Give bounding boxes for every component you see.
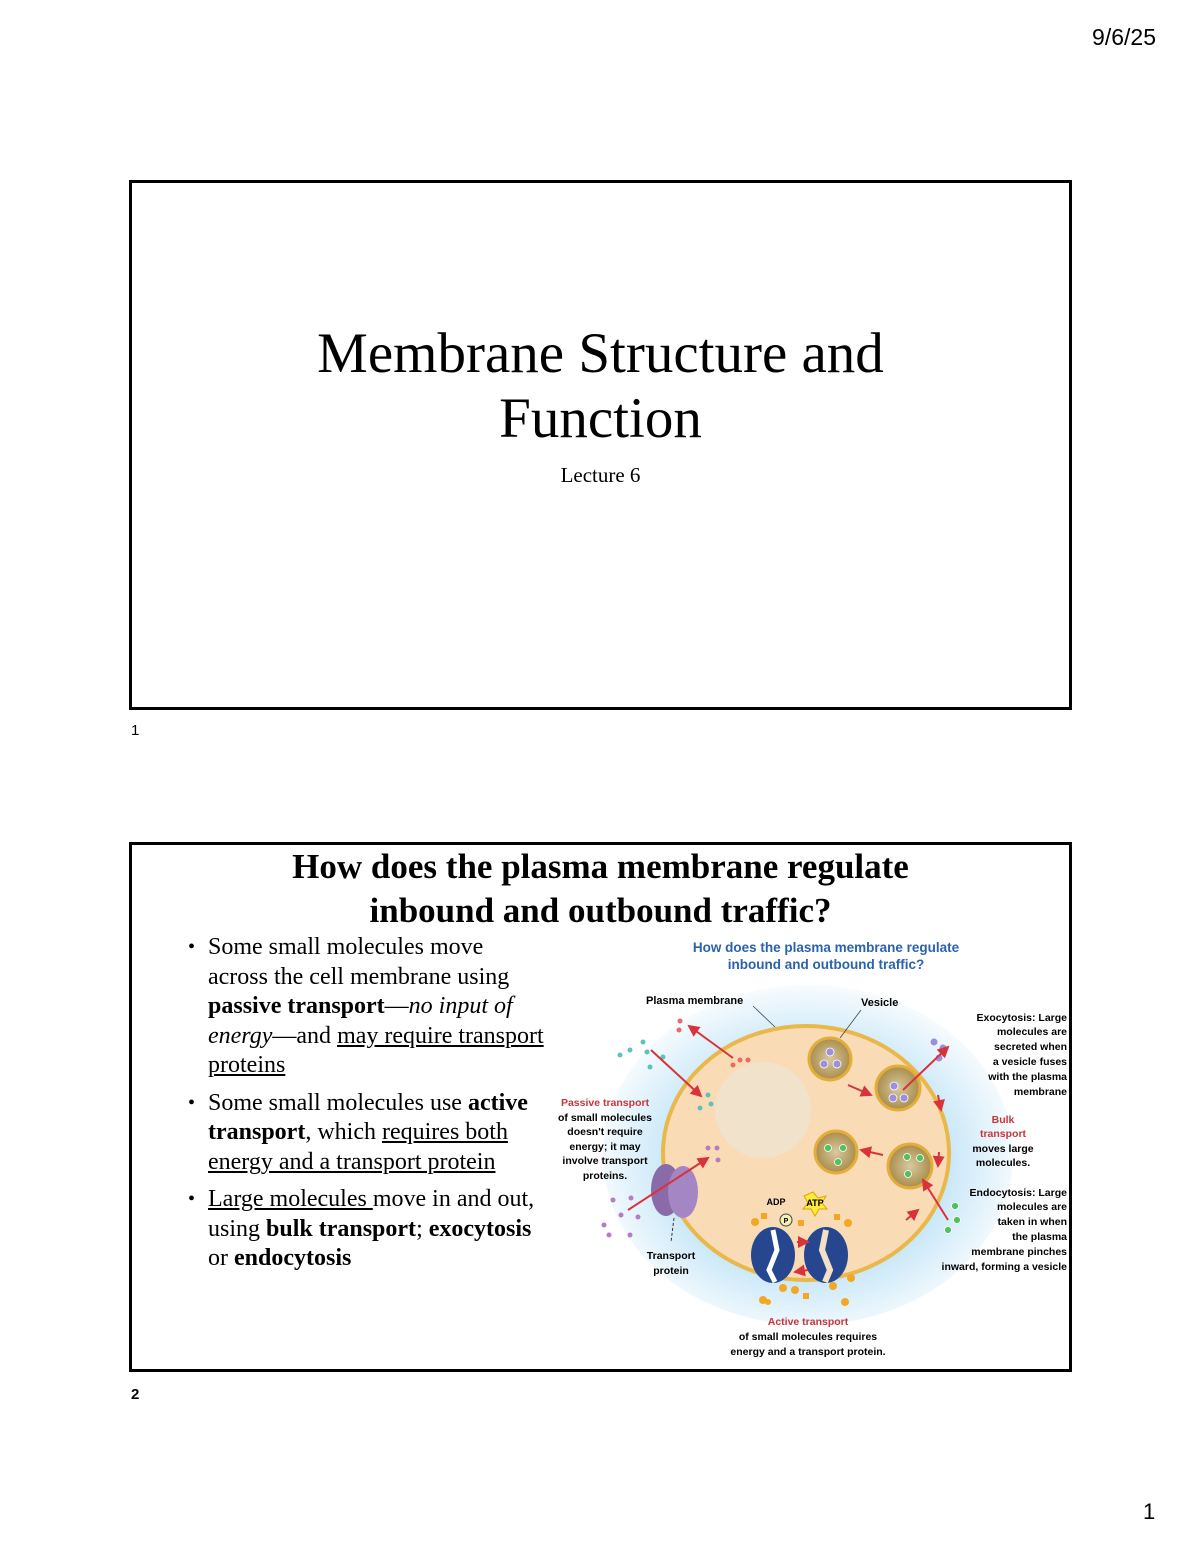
exocytosis-label: secreted when bbox=[994, 1041, 1067, 1053]
exocytosis-label: with the plasma bbox=[988, 1071, 1067, 1083]
bold-term: passive transport bbox=[208, 993, 385, 1019]
endocytosis-label: inward, forming a vesicle bbox=[941, 1261, 1067, 1273]
passive-transport-text: of small molecules bbox=[558, 1112, 652, 1124]
bullet-item bbox=[188, 1089, 548, 1178]
active-transport-text: of small molecules requires bbox=[738, 1331, 878, 1343]
passive-transport-text: proteins. bbox=[582, 1170, 628, 1182]
phosphate-label: P bbox=[783, 1218, 789, 1225]
text: move in and out, using bbox=[208, 1186, 535, 1242]
text: , which bbox=[305, 1119, 382, 1145]
print-date: 9/6/25 bbox=[1092, 24, 1156, 50]
endocytosis-label: the plasma bbox=[1012, 1231, 1067, 1243]
bullet-list bbox=[188, 933, 548, 1282]
endocytosis-label: membrane pinches bbox=[971, 1246, 1067, 1258]
slide-title-line2: inbound and outbound traffic? bbox=[369, 891, 832, 930]
text: —and bbox=[272, 1022, 338, 1049]
bulk-transport-text: molecules. bbox=[975, 1157, 1031, 1169]
italic-text: no input of energy bbox=[208, 993, 513, 1049]
bold-term: endocytosis bbox=[234, 1245, 352, 1271]
text: or bbox=[208, 1245, 234, 1271]
text: Some small molecules move across the cell membrane using bbox=[208, 934, 510, 990]
bullet-item bbox=[188, 1185, 548, 1274]
active-transport-heading: Active transport bbox=[767, 1316, 849, 1328]
exocytosis-label: a vesicle fuses bbox=[992, 1056, 1067, 1068]
slide-subtitle: Lecture 6 bbox=[560, 463, 641, 487]
bulk-transport-text: moves large bbox=[972, 1143, 1034, 1155]
atp-label: ATP bbox=[806, 1198, 824, 1208]
slide-2 bbox=[129, 842, 1072, 1372]
figure-title-line2: inbound and outbound traffic? bbox=[727, 957, 925, 972]
passive-transport-heading: Passive transport bbox=[560, 1097, 650, 1109]
endocytosis-label: taken in when bbox=[997, 1216, 1067, 1228]
underlined-text: may require transport proteins bbox=[208, 1022, 544, 1078]
bold-term: exocytosis bbox=[428, 1215, 532, 1242]
page-number: 1 bbox=[1143, 1499, 1156, 1524]
text: ; bbox=[416, 1215, 429, 1242]
slide-number: 1 bbox=[131, 722, 140, 739]
bold-term: bulk transport bbox=[266, 1215, 417, 1242]
bullet-item bbox=[188, 933, 548, 1081]
underlined-text: requires both energy and a transport protein bbox=[208, 1119, 508, 1175]
slide-title-line1: How does the plasma membrane regulate bbox=[292, 847, 909, 886]
membrane-transport-figure bbox=[543, 930, 1068, 1365]
underlined-text: Large molecules bbox=[208, 1186, 373, 1212]
endocytosis-label: Endocytosis: Large bbox=[969, 1187, 1067, 1199]
bulk-transport-heading: transport bbox=[979, 1128, 1027, 1140]
text: Some small molecules use bbox=[208, 1089, 468, 1116]
endocytosis-label: molecules are bbox=[996, 1201, 1067, 1213]
slide-number: 2 bbox=[131, 1386, 140, 1403]
plasma-membrane-label: Plasma membrane bbox=[646, 995, 744, 1007]
transport-protein-label: protein bbox=[653, 1265, 689, 1277]
adp-label: ADP bbox=[766, 1197, 786, 1207]
bold-term: active transport bbox=[208, 1089, 528, 1145]
slide-title-line1: Membrane Structure and bbox=[317, 322, 884, 385]
transport-protein-label: Transport bbox=[646, 1250, 696, 1262]
text: — bbox=[384, 993, 409, 1019]
nucleus bbox=[715, 1062, 811, 1158]
slide-1 bbox=[129, 180, 1072, 710]
passive-transport-text: involve transport bbox=[562, 1155, 648, 1167]
exocytosis-label: membrane bbox=[1013, 1086, 1067, 1098]
slide-title bbox=[132, 845, 1069, 933]
passive-transport-text: doesn't require bbox=[567, 1126, 643, 1138]
passive-transport-text: energy; it may bbox=[569, 1141, 641, 1153]
slide-title-line2: Function bbox=[499, 387, 702, 450]
active-transport-text: energy and a transport protein. bbox=[730, 1346, 886, 1358]
bulk-transport-heading: Bulk bbox=[991, 1114, 1015, 1126]
vesicle-label: Vesicle bbox=[861, 997, 899, 1009]
figure-title-line1: How does the plasma membrane regulate bbox=[692, 940, 960, 955]
exocytosis-label: molecules are bbox=[996, 1026, 1067, 1038]
exocytosis-label: Exocytosis: Large bbox=[976, 1012, 1067, 1024]
